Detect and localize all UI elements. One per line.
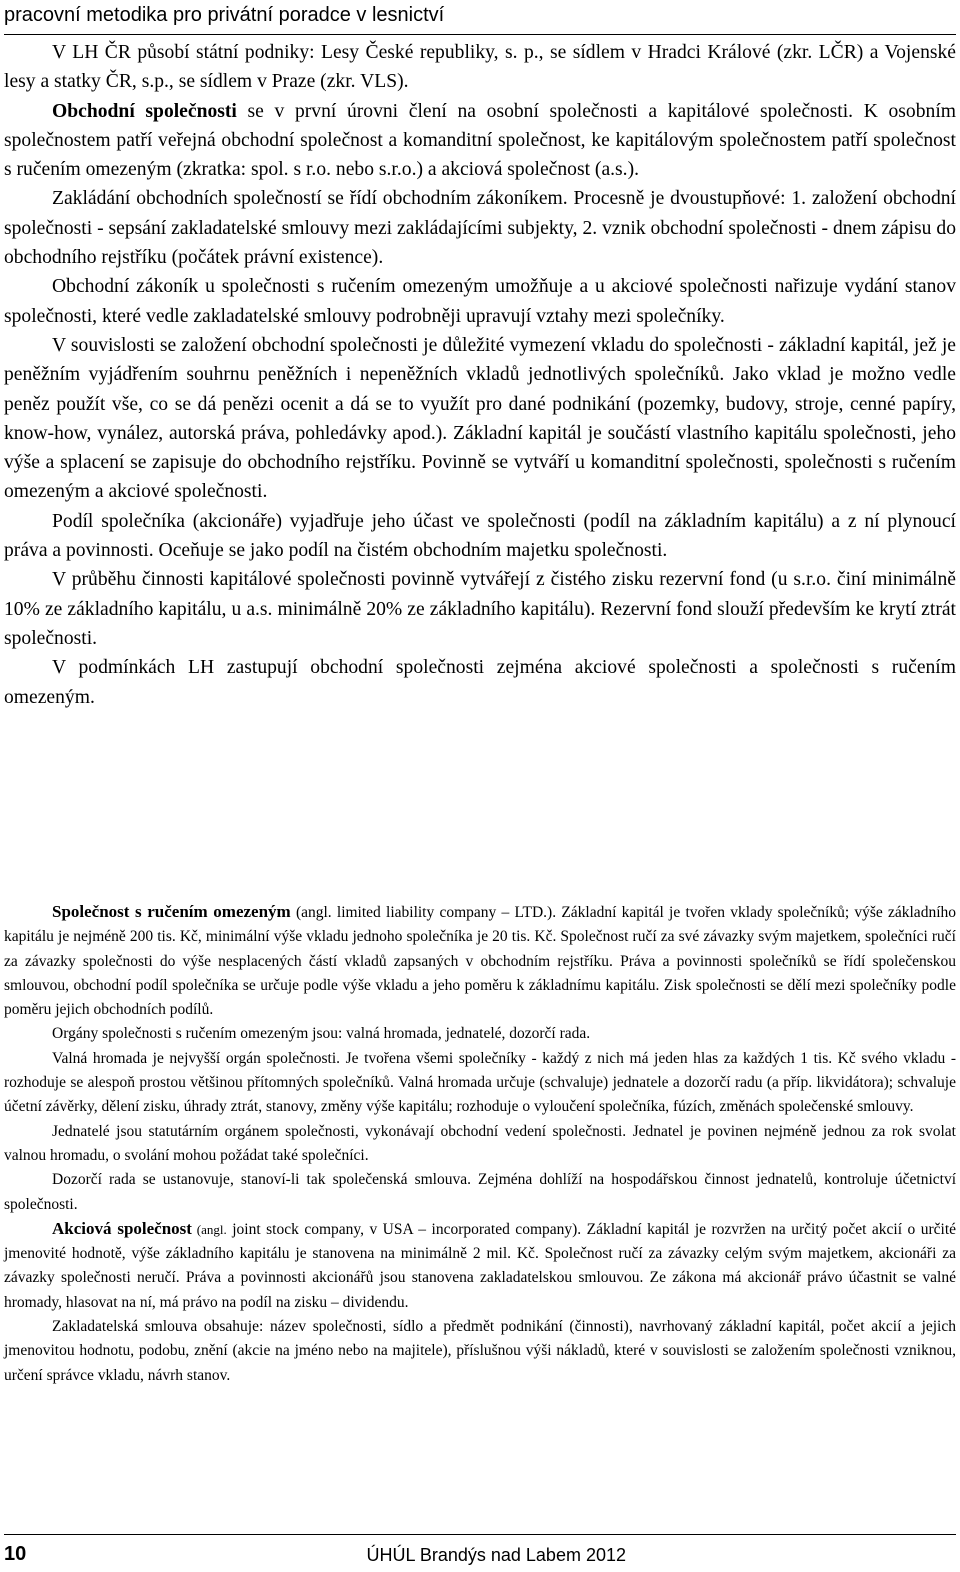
paragraph-general-meeting: Valná hromada je nejvyšší orgán společnosti. Je tvořena všemi společníky - každý z nich má jeden hlas za každých 1 tis. Kč svého vkladu - rozhoduje se alespoň prostou většinou přítomných společníků. Valná hromada určuje (schvaluje) jednatele a dozorčí radu (a příp. likvidátora); schvaluje účetní závěrky, dělení zisku, úhrady ztrát, stanovy, změny výše kapitálu; rozhoduje o vyloučení společníka, fúzích, změnách společenské smlouvy. [4, 1049, 956, 1116]
small-text [4, 900, 956, 1388]
paragraph-llc-organs: Orgány společnosti s ručením omezeným jsou: valná hromada, jednatelé, dozorčí rada. [52, 1025, 591, 1043]
term-joint-stock: Akciová společnost [52, 1218, 192, 1238]
header-title: pracovní metodika pro privátní poradce v lesnictví [4, 4, 445, 26]
paragraph-business-companies-text: se v první úrovni člení na osobní společnosti a kapitálové společnosti. K osobním společnostem patří veřejná obchodní společnost a komanditní společnost, ke kapitálovým společnostem patří společnost s ručením omezeným (zkratka: spol. s r.o. nebo s.r.o.) a akciová společnost (a.s.). [4, 100, 956, 181]
term-business-companies: Obchodní společnosti [52, 100, 237, 122]
paragraph-joint-stock [4, 1217, 956, 1315]
paragraph-share: Podíl společníka (akcionáře) vyjadřuje jeho účast ve společnosti (podíl na základním kapitálu) a z ní plynoucí práva a povinnosti. Oceňuje se jako podíl na čistém obchodním majetku společnosti. [4, 510, 956, 562]
angl-label: (angl. [191, 1221, 227, 1237]
footer-publisher: ÚHÚL Brandýs nad Labem 2012 [366, 1545, 626, 1565]
paragraph-supervisory-board: Dozorčí rada se ustanovuje, stanoví-li tak společenská smlouva. Zejména dohlíží na hospodářskou činnost jednatelů, kontroluje účetnictví společnosti. [4, 1171, 956, 1213]
page-header [4, 0, 956, 35]
paragraph-reserve-fund: V průběhu činnosti kapitálové společnosti povinně vytvářejí z čistého zisku rezervní fond (u s.r.o. činí minimálně 10% ze základního kapitálu, u a.s. minimálně 20% ze základního kapitálu). Rezervní fond slouží především ke krytí ztrát společnosti. [4, 569, 956, 649]
term-llc: Společnost s ručením omezeným [52, 902, 291, 921]
paragraph-forestry: V podmínkách LH zastupují obchodní společnosti zejména akciové společnosti a společnosti s ručením omezeným. [4, 657, 956, 708]
page-footer [4, 1534, 956, 1571]
paragraph-founding-contract: Zakladatelská smlouva obsahuje: název společnosti, sídlo a předmět podnikání (činnosti), navrhovaný základní kapitál, počet akcií a jejich jmenovitou hodnotu, podobu, znění (akcie na jméno nebo na majitele), příslušnou výši nákladů, které v souvislosti se založením společnosti vzniknou, určení správce vkladu, návrh stanov. [4, 1318, 956, 1384]
page-number: 10 [4, 1543, 27, 1565]
paragraph-state-enterprises: V LH ČR působí státní podniky: Lesy České republiky, s. p., se sídlem v Hradci Králové (zkr. LČR) a Vojenské lesy a statky ČR, s.p., se sídlem v Praze (zkr. VLS). [4, 42, 956, 93]
paragraph-capital: V souvislosti se založení obchodní společnosti je důležité vymezení vkladu do společnosti - základní kapitál, jež je peněžním vyjádřením souhrnu peněžních i nepeněžních vkladů jednotlivých společníků. Jako vklad je možno vedle peněz použít vše, co se dá penězi ocenit a dá se to využít pro dané podnikání (pozemky, budovy, stroje, cenné papíry, know-how, vynález, autorská práva, pohledávky apod.). Základní kapitál je součástí vlastního kapitálu společnosti, jeho výše a splacení se zapisuje do obchodního rejstříku. Povinně se vytváří u komanditní společnosti, společnosti s ručením omezeným a akciové společnosti. [4, 334, 956, 503]
paragraph-joint-stock-text: joint stock company, v USA – incorporated company). Základní kapitál je rozvržen na určitý počet akcií o určité jmenovité hodnotě, výše základního kapitálu je stanovena na minimálně 2 mil. Kč. Společnost ručí za závazky celým svým majetkem, akcionáři za závazky společnosti neručí. Práva a povinnosti akcionářů jsou stanovena zakladatelskou smlouvou. Ze zákona má akcionář právo účastnit se valné hromady, hlasovat na ní, má právo na podíl na zisku – dividendu. [4, 1220, 956, 1311]
paragraph-llc-text: (angl. limited liability company – LTD.). Základní kapitál je tvořen vklady společníků; výše základního kapitálu je nejméně 200 tis. Kč, minimální výše vkladu jednoho společníka je 20 tis. Kč. Společnost ručí za své závazky svým majetkem, společníci ručí za závazky společnosti do výše nesplacených částí vkladů zapsaných v obchodním rejstříku. Práva a povinnosti společníků se řídí společenskou smlouvou, obchodní podíl společníka se určuje podle výše vkladu a jeho poměru k základnímu kapitálu. Zisk společnosti se dělí mezi společníky podle poměru jejich obchodních podílů. [4, 904, 956, 1019]
paragraph-llc [4, 900, 956, 1022]
main-text [4, 38, 956, 712]
paragraph-business-companies [4, 97, 956, 185]
paragraph-statutes: Obchodní zákoník u společnosti s ručením omezeným umožňuje a u akciové společnosti nařizuje vydání stanov společnosti, které vedle zakladatelské smlouvy podrobněji upravují vztahy mezi společníky. [4, 276, 956, 327]
paragraph-founding: Zakládání obchodních společností se řídí obchodním zákoníkem. Procesně je dvoustupňové: 1. založení obchodní společnosti - sepsání zakladatelské smlouvy mezi zakládajícími subjekty, 2. vznik obchodní společnosti - dnem zápisu do obchodního rejstříku (počátek právní existence). [4, 188, 956, 269]
paragraph-executives: Jednatelé jsou statutárním orgánem společnosti, vykonávají obchodní vedení společnosti. Jednatel je povinen nejméně jednou za rok svolat valnou hromadu, o svolání mohou požádat také společníci. [4, 1122, 956, 1164]
